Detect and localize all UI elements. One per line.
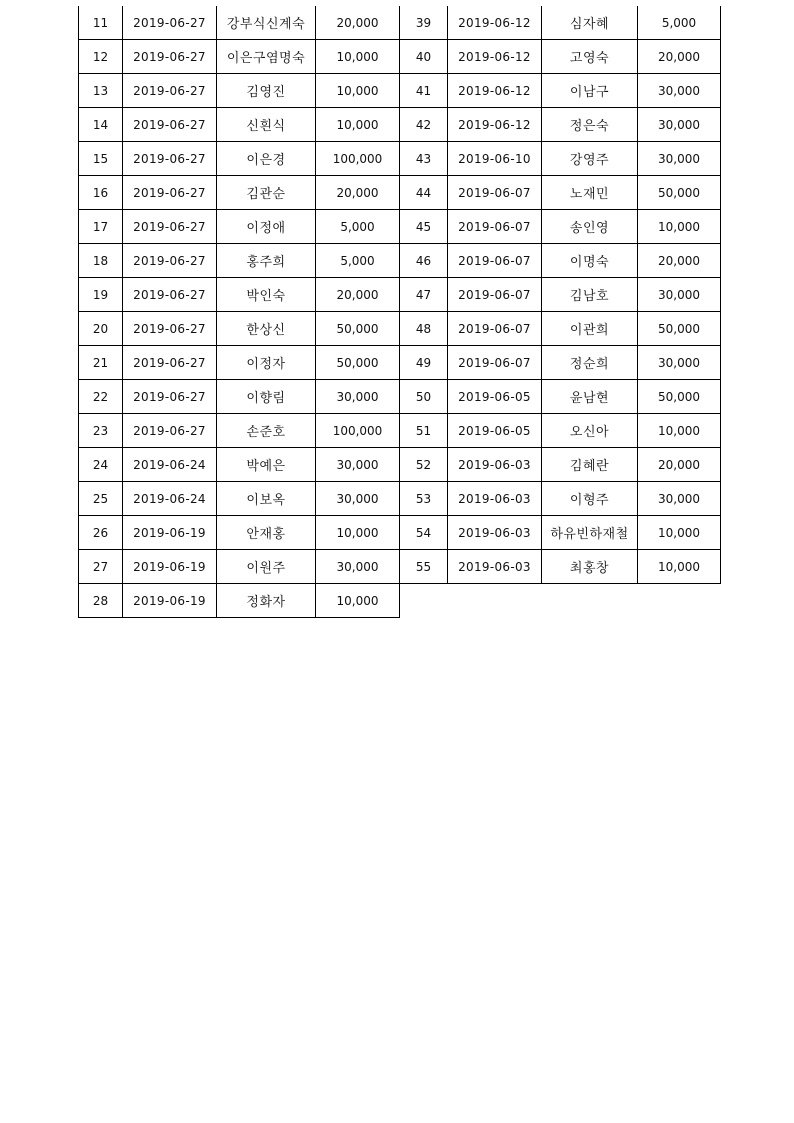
cell-name: 이형주 <box>542 482 638 516</box>
cell-name: 이보옥 <box>217 482 316 516</box>
donation-table <box>78 6 721 618</box>
cell-no: 39 <box>400 6 448 40</box>
cell-name: 이정애 <box>217 210 316 244</box>
cell-amount: 30,000 <box>316 550 400 584</box>
cell-no: 26 <box>78 516 123 550</box>
cell-date: 2019-06-05 <box>448 380 542 414</box>
cell-no: 22 <box>78 380 123 414</box>
cell-date: 2019-06-19 <box>123 550 217 584</box>
cell-amount: 100,000 <box>316 142 400 176</box>
cell-amount: 50,000 <box>316 312 400 346</box>
cell-date: 2019-06-10 <box>448 142 542 176</box>
cell-date: 2019-06-03 <box>448 550 542 584</box>
cell-name: 노재민 <box>542 176 638 210</box>
cell-date: 2019-06-27 <box>123 346 217 380</box>
cell-date: 2019-06-27 <box>123 142 217 176</box>
cell-amount: 5,000 <box>316 210 400 244</box>
cell-date: 2019-06-07 <box>448 176 542 210</box>
cell-no: 43 <box>400 142 448 176</box>
cell-name: 심자혜 <box>542 6 638 40</box>
cell-no: 13 <box>78 74 123 108</box>
cell-date: 2019-06-27 <box>123 278 217 312</box>
cell-date: 2019-06-03 <box>448 482 542 516</box>
cell-no: 28 <box>78 584 123 618</box>
cell-amount: 10,000 <box>316 516 400 550</box>
cell-date: 2019-06-27 <box>123 414 217 448</box>
cell-no: 55 <box>400 550 448 584</box>
cell-name: 이명숙 <box>542 244 638 278</box>
cell-no: 20 <box>78 312 123 346</box>
cell-name: 이은구염명숙 <box>217 40 316 74</box>
cell-amount: 10,000 <box>316 74 400 108</box>
cell-amount: 30,000 <box>638 142 721 176</box>
cell-name: 이향림 <box>217 380 316 414</box>
cell-amount: 20,000 <box>638 448 721 482</box>
cell-date: 2019-06-03 <box>448 516 542 550</box>
cell-no: 16 <box>78 176 123 210</box>
cell-amount: 20,000 <box>316 6 400 40</box>
cell-date: 2019-06-12 <box>448 108 542 142</box>
cell-amount: 30,000 <box>638 108 721 142</box>
cell-no: 53 <box>400 482 448 516</box>
cell-date: 2019-06-07 <box>448 244 542 278</box>
cell-no: 11 <box>78 6 123 40</box>
cell-name: 김혜란 <box>542 448 638 482</box>
cell-no: 18 <box>78 244 123 278</box>
cell-name: 윤남현 <box>542 380 638 414</box>
cell-date: 2019-06-12 <box>448 74 542 108</box>
cell-name: 김영진 <box>217 74 316 108</box>
cell-date: 2019-06-27 <box>123 210 217 244</box>
cell-date: 2019-06-27 <box>123 74 217 108</box>
cell-amount: 5,000 <box>316 244 400 278</box>
cell-date: 2019-06-19 <box>123 584 217 618</box>
cell-no: 45 <box>400 210 448 244</box>
cell-no: 40 <box>400 40 448 74</box>
cell-date: 2019-06-07 <box>448 346 542 380</box>
cell-amount: 100,000 <box>316 414 400 448</box>
cell-amount: 30,000 <box>638 346 721 380</box>
cell-no: 42 <box>400 108 448 142</box>
cell-amount: 50,000 <box>638 176 721 210</box>
cell-date: 2019-06-24 <box>123 448 217 482</box>
cell-amount: 30,000 <box>316 448 400 482</box>
cell-name: 이원주 <box>217 550 316 584</box>
cell-no: 27 <box>78 550 123 584</box>
cell-name: 정순희 <box>542 346 638 380</box>
cell-name: 홍주희 <box>217 244 316 278</box>
cell-no: 14 <box>78 108 123 142</box>
cell-name: 최홍창 <box>542 550 638 584</box>
cell-name: 송인영 <box>542 210 638 244</box>
cell-date: 2019-06-07 <box>448 278 542 312</box>
cell-amount: 5,000 <box>638 6 721 40</box>
cell-no: 48 <box>400 312 448 346</box>
cell-name: 박인숙 <box>217 278 316 312</box>
cell-amount: 50,000 <box>638 312 721 346</box>
cell-no: 44 <box>400 176 448 210</box>
cell-name: 박예은 <box>217 448 316 482</box>
cell-no: 17 <box>78 210 123 244</box>
cell-date: 2019-06-07 <box>448 210 542 244</box>
cell-name: 강부식신계숙 <box>217 6 316 40</box>
cell-name: 정화자 <box>217 584 316 618</box>
cell-no: 51 <box>400 414 448 448</box>
cell-date: 2019-06-19 <box>123 516 217 550</box>
cell-name: 김관순 <box>217 176 316 210</box>
cell-amount: 20,000 <box>316 176 400 210</box>
cell-no: 47 <box>400 278 448 312</box>
cell-amount: 30,000 <box>638 278 721 312</box>
cell-amount: 10,000 <box>316 40 400 74</box>
cell-name: 오신아 <box>542 414 638 448</box>
cell-amount: 10,000 <box>638 550 721 584</box>
cell-no: 21 <box>78 346 123 380</box>
cell-amount: 50,000 <box>638 380 721 414</box>
cell-name: 정은숙 <box>542 108 638 142</box>
cell-no: 49 <box>400 346 448 380</box>
cell-date: 2019-06-03 <box>448 448 542 482</box>
cell-no: 12 <box>78 40 123 74</box>
cell-date: 2019-06-12 <box>448 6 542 40</box>
cell-name: 안재홍 <box>217 516 316 550</box>
cell-amount: 20,000 <box>638 40 721 74</box>
cell-name: 신흰식 <box>217 108 316 142</box>
cell-date: 2019-06-27 <box>123 380 217 414</box>
cell-amount: 30,000 <box>316 380 400 414</box>
cell-amount: 10,000 <box>638 210 721 244</box>
cell-name: 한상신 <box>217 312 316 346</box>
cell-no: 50 <box>400 380 448 414</box>
cell-amount: 20,000 <box>316 278 400 312</box>
cell-no: 25 <box>78 482 123 516</box>
cell-amount: 30,000 <box>638 74 721 108</box>
cell-no: 24 <box>78 448 123 482</box>
cell-amount: 10,000 <box>638 516 721 550</box>
cell-name: 고영숙 <box>542 40 638 74</box>
cell-date: 2019-06-24 <box>123 482 217 516</box>
cell-date: 2019-06-27 <box>123 176 217 210</box>
cell-no: 54 <box>400 516 448 550</box>
cell-date: 2019-06-05 <box>448 414 542 448</box>
cell-date: 2019-06-12 <box>448 40 542 74</box>
cell-no: 46 <box>400 244 448 278</box>
cell-date: 2019-06-27 <box>123 244 217 278</box>
cell-name: 이은경 <box>217 142 316 176</box>
cell-amount: 50,000 <box>316 346 400 380</box>
cell-name: 김남호 <box>542 278 638 312</box>
cell-no: 23 <box>78 414 123 448</box>
cell-name: 하유빈하재철 <box>542 516 638 550</box>
cell-name: 이정자 <box>217 346 316 380</box>
cell-date: 2019-06-27 <box>123 40 217 74</box>
cell-name: 이남구 <box>542 74 638 108</box>
cell-amount: 20,000 <box>638 244 721 278</box>
cell-no: 52 <box>400 448 448 482</box>
cell-amount: 30,000 <box>638 482 721 516</box>
cell-name: 손준호 <box>217 414 316 448</box>
cell-date: 2019-06-27 <box>123 312 217 346</box>
cell-amount: 30,000 <box>316 482 400 516</box>
cell-date: 2019-06-07 <box>448 312 542 346</box>
cell-date: 2019-06-27 <box>123 6 217 40</box>
cell-amount: 10,000 <box>316 584 400 618</box>
cell-amount: 10,000 <box>638 414 721 448</box>
cell-name: 이관희 <box>542 312 638 346</box>
cell-date: 2019-06-27 <box>123 108 217 142</box>
cell-no: 15 <box>78 142 123 176</box>
cell-amount: 10,000 <box>316 108 400 142</box>
cell-no: 41 <box>400 74 448 108</box>
cell-name: 강영주 <box>542 142 638 176</box>
cell-no: 19 <box>78 278 123 312</box>
